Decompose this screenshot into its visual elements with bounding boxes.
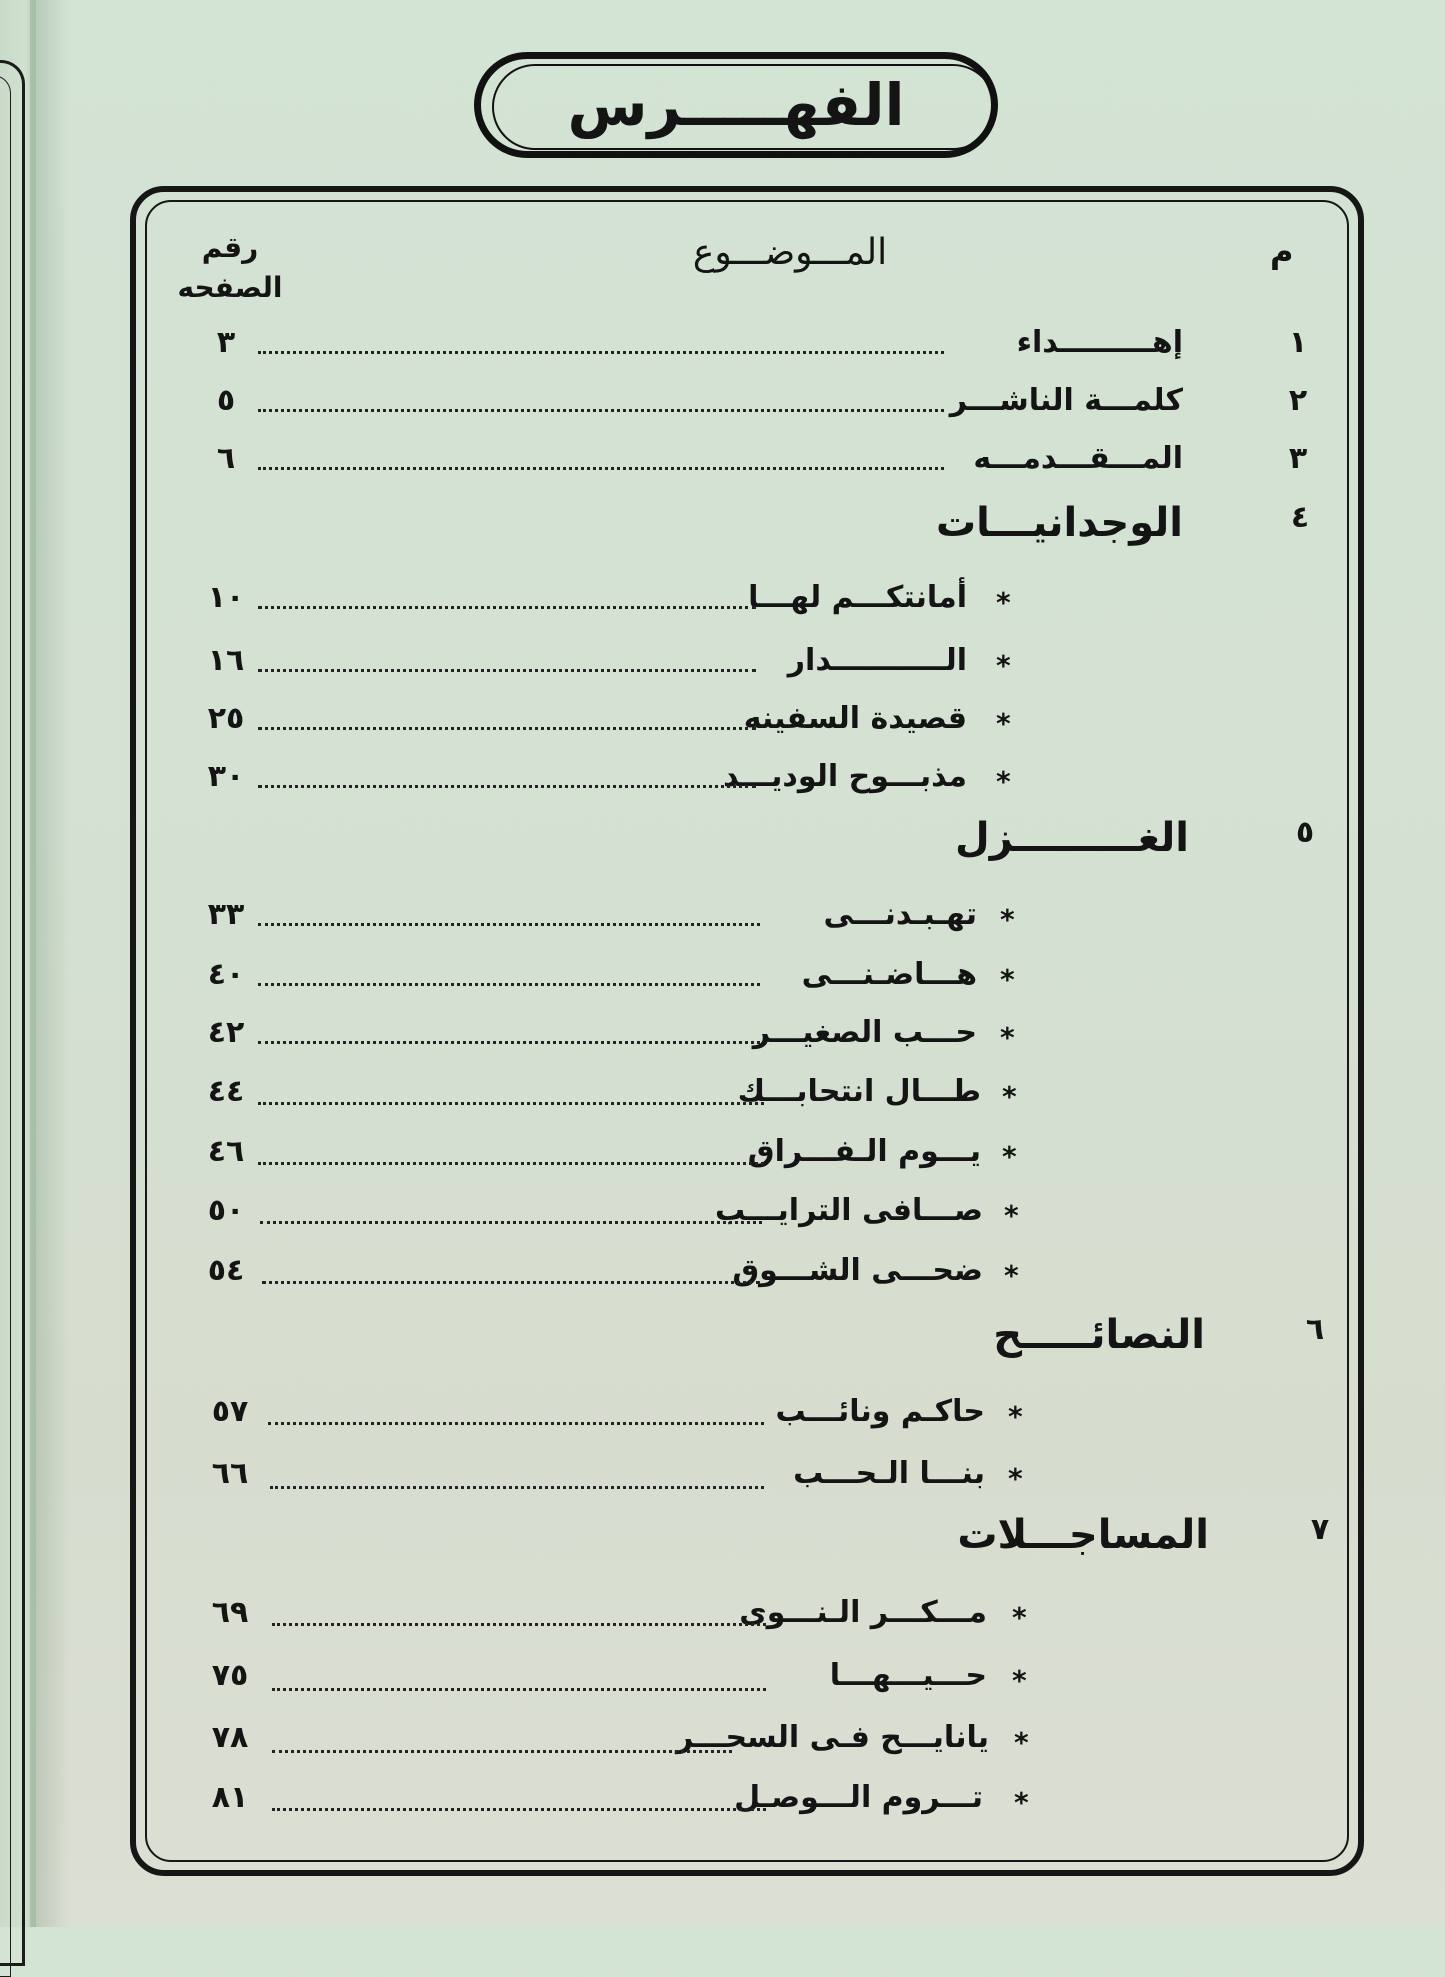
toc-sub-entry (0, 1595, 1445, 1645)
dot-leader (272, 1750, 732, 1753)
dot-leader (258, 606, 756, 609)
section-title: الغـــــــــزل (955, 815, 1189, 861)
bullet-star: * (1002, 1080, 1017, 1113)
toc-entry (0, 383, 1445, 433)
entry-label: كلمـــة الناشـــر (949, 383, 1183, 418)
entry-number: ٢ (1288, 383, 1308, 418)
dot-leader (262, 1281, 760, 1284)
toc-sub-entry (0, 701, 1445, 751)
entry-page: ٧٨ (211, 1720, 249, 1755)
dot-leader (258, 1041, 760, 1044)
entry-number: ١ (1288, 325, 1308, 360)
entry-label: الـــــــــــدار (787, 643, 967, 678)
entry-page: ٥ (216, 383, 236, 418)
bullet-star: * (1008, 1462, 1023, 1495)
column-header-page-line2: الصفحه (177, 271, 283, 304)
dot-leader (268, 1422, 764, 1425)
bullet-star: * (1000, 963, 1015, 996)
dot-leader (270, 1486, 764, 1489)
entry-label: حاكـم ونائـــب (775, 1394, 985, 1429)
column-header-subject: المـــوضـــوع (692, 232, 888, 273)
dot-leader (272, 1623, 766, 1626)
entry-label: إهـــــــــداء (1016, 325, 1183, 360)
bullet-star: * (996, 649, 1011, 682)
entry-label: حـــيـــهـــا (829, 1658, 987, 1693)
toc-sub-entry (0, 1394, 1445, 1444)
section-number: ٤ (1290, 500, 1310, 535)
entry-page: ٥٧ (211, 1394, 249, 1429)
entry-label: مـــكـــر الـنـــوى (739, 1595, 987, 1630)
toc-sub-entry (0, 1456, 1445, 1506)
dot-leader (258, 727, 756, 730)
toc-sub-entry (0, 1134, 1445, 1184)
entry-label: المـــقـــدمـــه (973, 441, 1183, 476)
bullet-star: * (1002, 1140, 1017, 1173)
entry-page: ٦ (216, 441, 236, 476)
entry-label: مذبـــوح الوديـــد (723, 759, 967, 794)
entry-label: يـــوم الـفـــراق (747, 1134, 981, 1169)
toc-section-heading (0, 500, 1445, 560)
toc-sub-entry (0, 1193, 1445, 1243)
toc-sub-entry (0, 643, 1445, 693)
entry-label: أمانتكـــم لهـــا (748, 580, 967, 615)
bullet-star: * (1004, 1199, 1019, 1232)
entry-number: ٣ (1288, 441, 1308, 476)
toc-sub-entry (0, 1780, 1445, 1830)
dot-leader (258, 923, 760, 926)
entry-label: بنـــا الـحـــب (793, 1456, 985, 1491)
bullet-star: * (996, 707, 1011, 740)
entry-label: صـــافى الترايـــب (715, 1193, 983, 1228)
column-header-number: م (1270, 232, 1294, 270)
bullet-star: * (996, 765, 1011, 798)
entry-page: ٨١ (211, 1780, 249, 1815)
dot-leader (260, 1221, 762, 1224)
toc-sub-entry (0, 1015, 1445, 1065)
bullet-star: * (1012, 1664, 1027, 1697)
dot-leader (272, 1688, 766, 1691)
entry-page: ١٠ (207, 580, 245, 615)
entry-label: تـــروم الـــوصـل (734, 1780, 983, 1815)
entry-label: حـــب الصغيـــر (752, 1015, 977, 1050)
entry-page: ٥٠ (207, 1193, 245, 1228)
bullet-star: * (1004, 1259, 1019, 1292)
toc-sub-entry (0, 759, 1445, 809)
toc-sub-entry (0, 1074, 1445, 1124)
entry-label: تهـبـدنـــى (823, 897, 977, 932)
dot-leader (258, 1162, 764, 1165)
bullet-star: * (1012, 1601, 1027, 1634)
entry-page: ٦٩ (211, 1595, 249, 1630)
bullet-star: * (1014, 1786, 1029, 1819)
dot-leader (258, 409, 944, 412)
section-number: ٦ (1305, 1312, 1325, 1347)
toc-sub-entry (0, 1720, 1445, 1770)
dot-leader (272, 1808, 766, 1811)
entry-page: ٤٤ (207, 1074, 245, 1109)
entry-page: ٣٠ (207, 759, 245, 794)
page-title: الفهـــــرس (567, 71, 905, 139)
entry-page: ٥٤ (207, 1253, 245, 1288)
entry-page: ٧٥ (211, 1658, 249, 1693)
toc-sub-entry (0, 1253, 1445, 1303)
toc-section-heading (0, 815, 1445, 875)
toc-sub-entry (0, 897, 1445, 947)
toc-sub-entry (0, 957, 1445, 1007)
entry-label: هـــاضـنـــى (801, 957, 977, 992)
section-title: النصائـــــح (993, 1312, 1205, 1358)
toc-sub-entry (0, 1658, 1445, 1708)
entry-label: طـــال انتحابـــك (737, 1074, 981, 1109)
entry-page: ٤٢ (207, 1015, 245, 1050)
entry-page: ٣٣ (207, 897, 245, 932)
entry-label: ضحـــى الشـــوق (732, 1253, 983, 1288)
toc-section-heading (0, 1312, 1445, 1372)
bullet-star: * (1000, 1021, 1015, 1054)
entry-label: يانايـــح فـى السحـــر (676, 1720, 989, 1755)
toc-section-heading (0, 1512, 1445, 1572)
entry-page: ٣ (216, 325, 236, 360)
dot-leader (258, 785, 756, 788)
bullet-star: * (1014, 1726, 1029, 1759)
dot-leader (258, 669, 756, 672)
entry-label: قصيدة السفينه (743, 701, 967, 736)
toc-entry (0, 325, 1445, 375)
entry-page: ٦٦ (211, 1456, 249, 1491)
toc-entry (0, 441, 1445, 491)
toc-sub-entry (0, 580, 1445, 630)
entry-page: ١٦ (207, 643, 245, 678)
dot-leader (258, 1102, 764, 1105)
bullet-star: * (1000, 903, 1015, 936)
section-number: ٥ (1295, 815, 1315, 850)
bullet-star: * (1008, 1400, 1023, 1433)
dot-leader (258, 467, 944, 470)
entry-page: ٤٦ (207, 1134, 245, 1169)
column-header-page-line1: رقم (201, 231, 259, 264)
dot-leader (258, 351, 944, 354)
section-title: المساجـــلات (957, 1512, 1209, 1558)
bullet-star: * (996, 586, 1011, 619)
column-header-page (160, 228, 300, 308)
dot-leader (258, 983, 760, 986)
entry-page: ٤٠ (207, 957, 245, 992)
section-number: ٧ (1310, 1512, 1330, 1547)
section-title: الوجدانيـــات (935, 500, 1183, 546)
entry-page: ٢٥ (207, 701, 245, 736)
